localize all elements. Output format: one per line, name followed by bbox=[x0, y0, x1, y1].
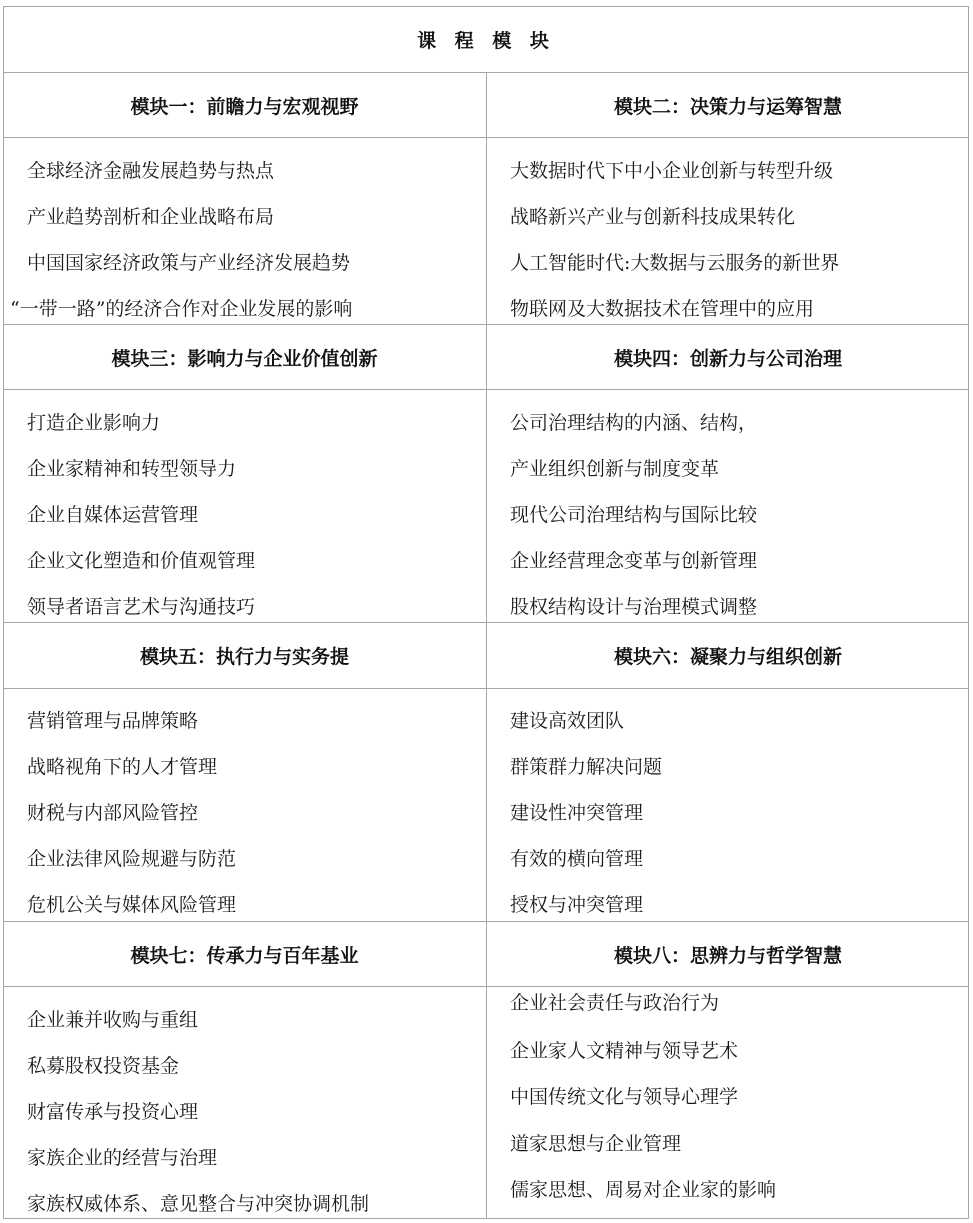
list-item: 道家思想与企业管理 bbox=[510, 1133, 682, 1155]
list-item: 领导者语言艺术与沟通技巧 bbox=[27, 596, 256, 618]
list-item: 授权与冲突管理 bbox=[510, 894, 644, 916]
list-item: 公司治理结构的内涵、结构， bbox=[510, 412, 758, 434]
list-item: 企业社会责任与政治行为 bbox=[510, 992, 720, 1014]
list-item: 财富传承与投资心理 bbox=[27, 1101, 199, 1123]
list-item: 大数据时代下中小企业创新与转型升级 bbox=[510, 160, 834, 182]
list-item: 企业经营理念变革与创新管理 bbox=[510, 550, 758, 572]
list-item: 危机公关与媒体风险管理 bbox=[27, 894, 237, 916]
list-item: 打造企业影响力 bbox=[27, 412, 161, 434]
list-item: 物联网及大数据技术在管理中的应用 bbox=[510, 298, 815, 320]
list-item: 私募股权投资基金 bbox=[27, 1055, 180, 1077]
list-item: “一带一路”的经济合作对企业发展的影响 bbox=[10, 298, 353, 320]
list-item: 全球经济金融发展趋势与热点 bbox=[27, 160, 275, 182]
module-5-header: 模块五：执行力与实务提 bbox=[139, 646, 349, 668]
list-item: 人工智能时代:大数据与云服务的新世界 bbox=[510, 252, 840, 274]
module-1-header: 模块一：前瞻力与宏观视野 bbox=[130, 95, 359, 118]
list-item: 企业法律风险规避与防范 bbox=[27, 848, 237, 870]
list-item: 群策群力解决问题 bbox=[510, 756, 663, 778]
list-item: 儒家思想、周易对企业家的影响 bbox=[510, 1179, 777, 1201]
module-6-header: 模块六：凝聚力与组织创新 bbox=[613, 646, 842, 668]
list-item: 股权结构设计与治理模式调整 bbox=[510, 596, 758, 618]
module-3-header: 模块三：影响力与企业价值创新 bbox=[111, 347, 378, 370]
list-item: 企业文化塑造和价值观管理 bbox=[27, 550, 256, 572]
list-item: 中国国家经济政策与产业经济发展趋势 bbox=[27, 252, 351, 274]
list-item: 建设性冲突管理 bbox=[510, 802, 644, 824]
list-item: 产业趋势剖析和企业战略布局 bbox=[27, 206, 275, 228]
list-item: 家族权威体系、意见整合与冲突协调机制 bbox=[27, 1193, 370, 1215]
list-item: 营销管理与品牌策略 bbox=[27, 710, 199, 732]
list-item: 产业组织创新与制度变革 bbox=[510, 458, 720, 480]
module-8-header: 模块八：思辨力与哲学智慧 bbox=[613, 944, 842, 967]
list-item: 家族企业的经营与治理 bbox=[27, 1147, 218, 1169]
list-item: 企业兼并收购与重组 bbox=[27, 1009, 199, 1031]
list-item: 财税与内部风险管控 bbox=[27, 802, 199, 824]
module-7-header: 模块七：传承力与百年基业 bbox=[130, 944, 359, 967]
list-item: 中国传统文化与领导心理学 bbox=[510, 1086, 739, 1108]
list-item: 有效的横向管理 bbox=[510, 848, 644, 870]
list-item: 企业家人文精神与领导艺术 bbox=[510, 1040, 739, 1062]
list-item: 建设高效团队 bbox=[510, 710, 625, 732]
list-item: 企业家精神和转型领导力 bbox=[27, 458, 237, 480]
module-2-header: 模块二：决策力与运筹智慧 bbox=[613, 95, 842, 118]
list-item: 战略新兴产业与创新科技成果转化 bbox=[510, 206, 796, 228]
list-item: 现代公司治理结构与国际比较 bbox=[510, 504, 758, 526]
list-item: 企业自媒体运营管理 bbox=[27, 504, 199, 526]
list-item: 战略视角下的人才管理 bbox=[27, 756, 218, 778]
table-title: 课 程 模 块 bbox=[417, 29, 555, 52]
module-4-header: 模块四：创新力与公司治理 bbox=[613, 347, 842, 370]
